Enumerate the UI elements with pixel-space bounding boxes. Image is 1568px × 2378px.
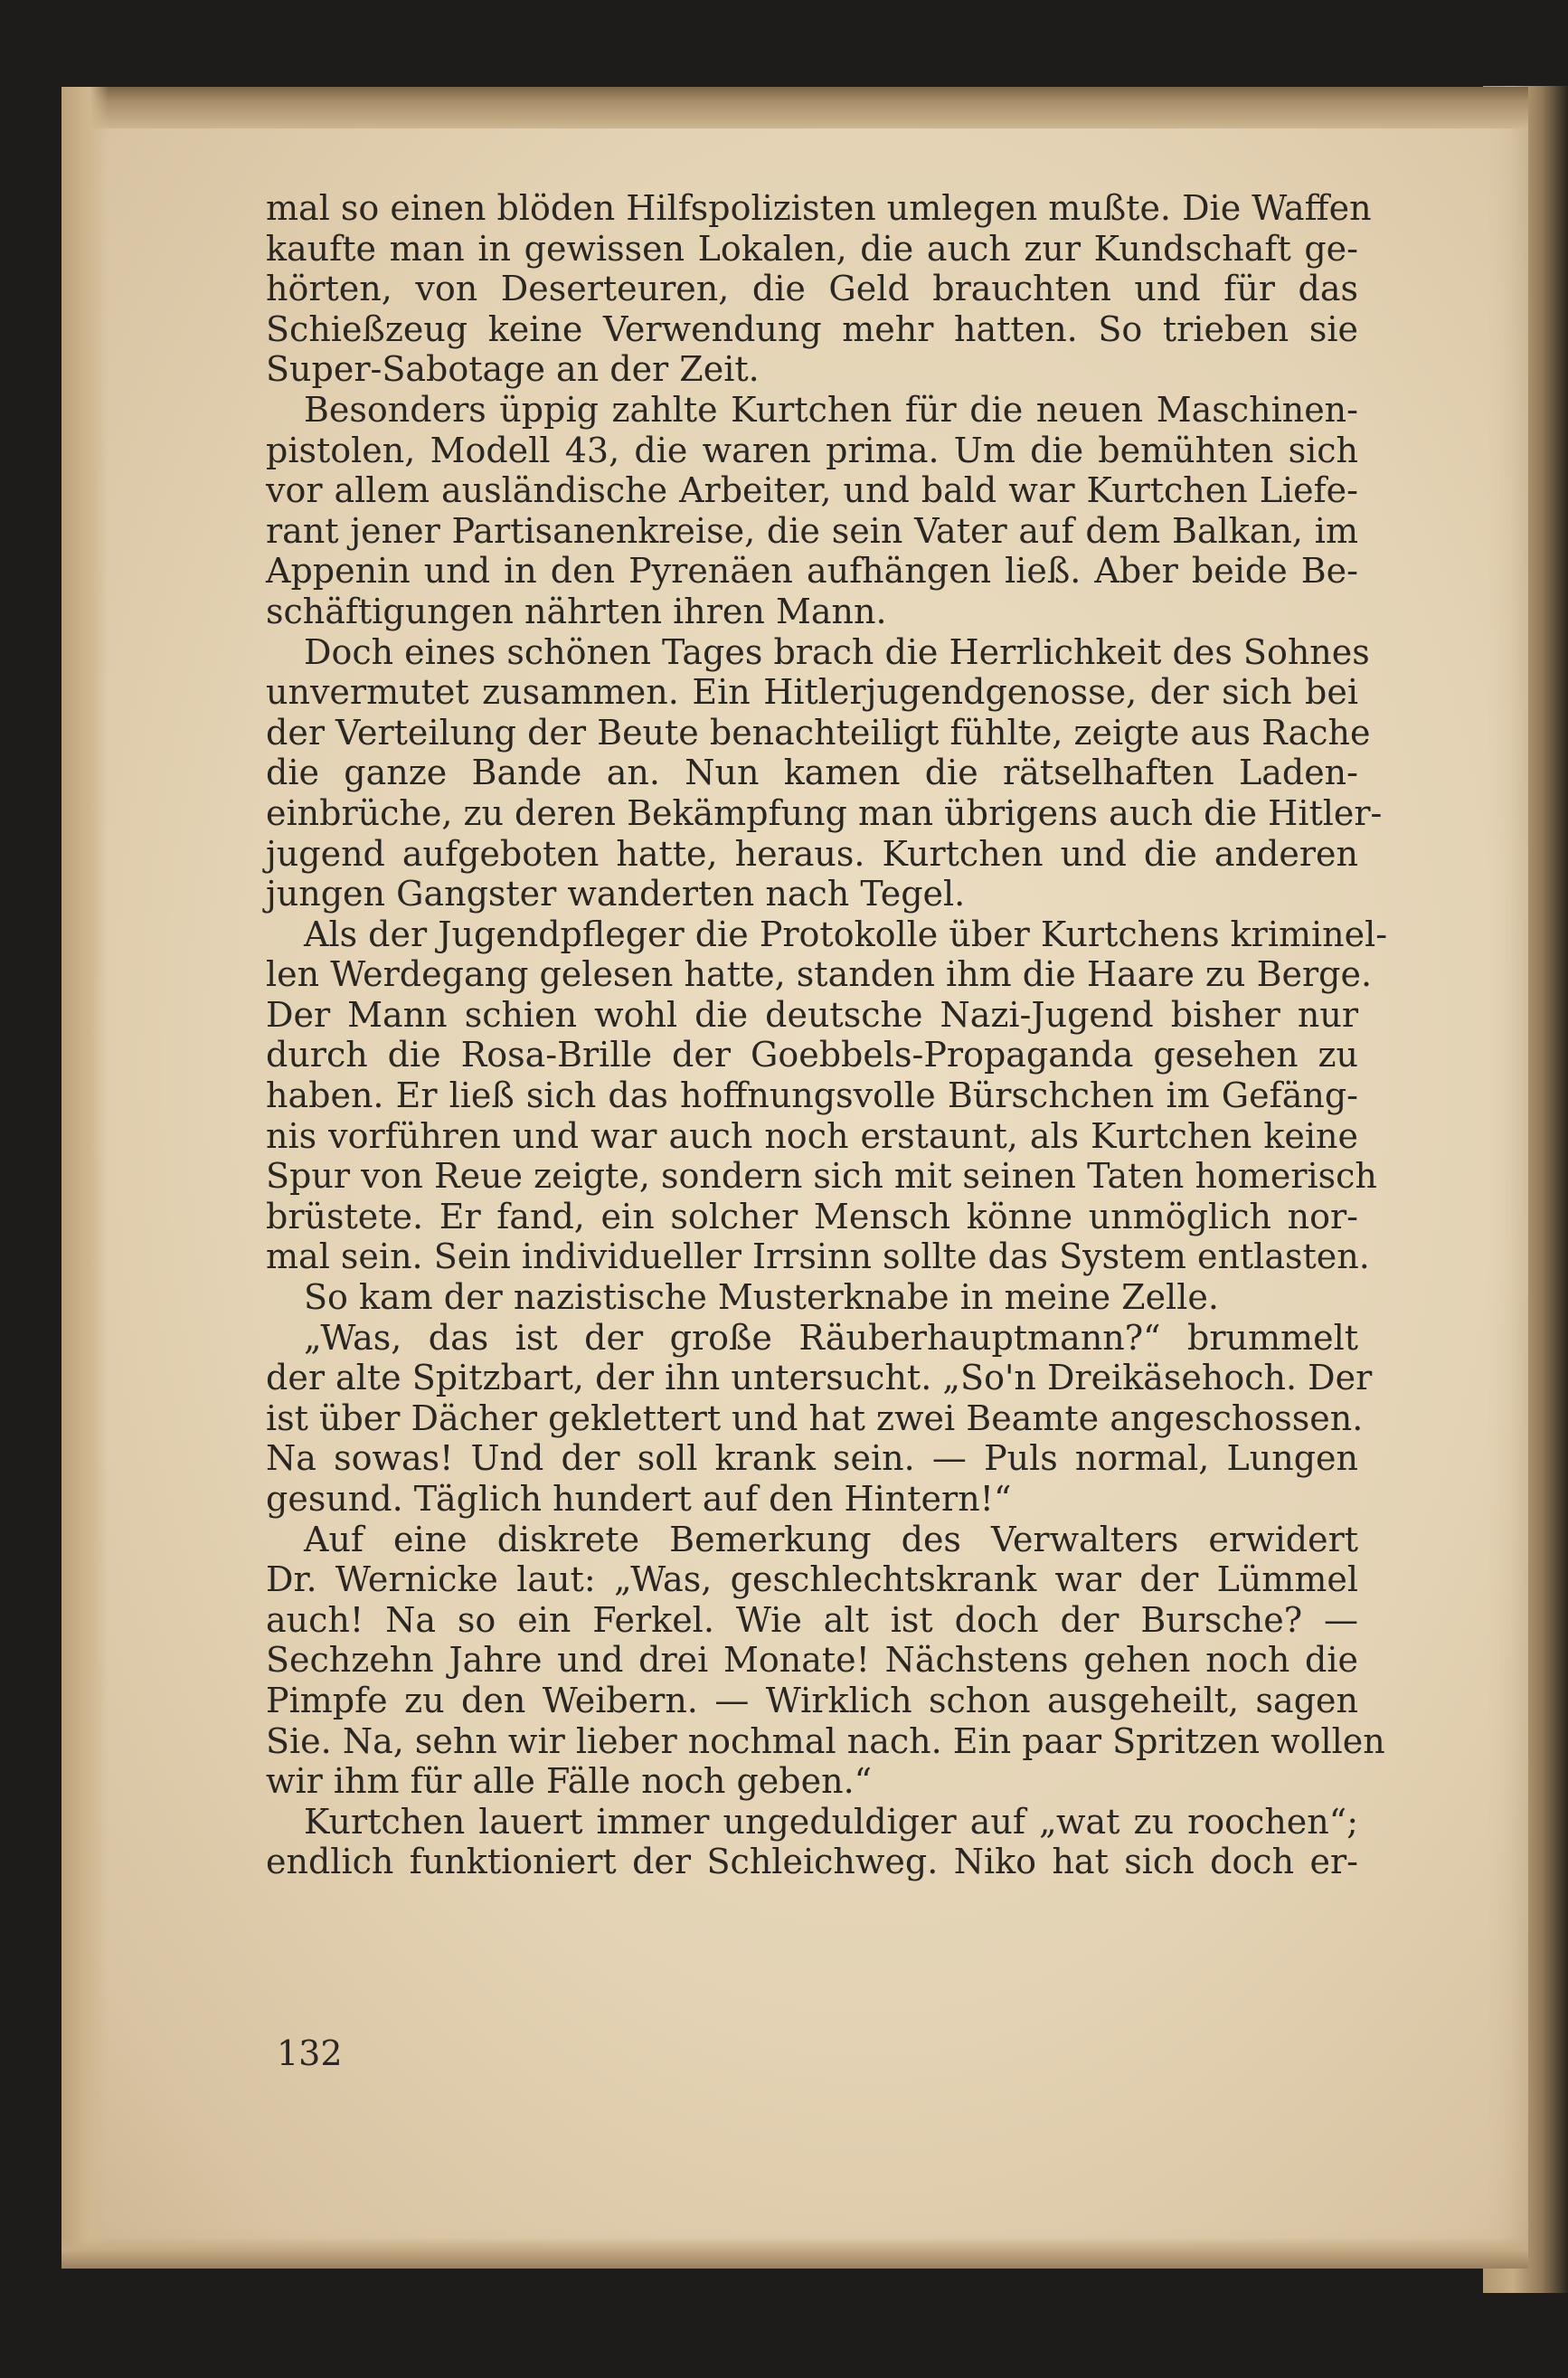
text-line: brüstete. Er fand, ein solcher Mensch könne unmöglich nor- [266, 1196, 1358, 1236]
text-line: Schießzeug keine Verwendung mehr hatten. So trieben sie [266, 308, 1358, 349]
text-line: Sechzehn Jahre und drei Monate! Nächstens gehen noch die [266, 1640, 1358, 1681]
page-number: 132 [277, 2033, 343, 2073]
text-line: „Was, das ist der große Räuberhauptmann?“ brummelt [304, 1317, 1358, 1358]
text-line: kaufte man in gewissen Lokalen, die auch zur Kundschaft ge- [266, 228, 1358, 269]
text-line: haben. Er ließ sich das hoffnungsvolle Bürschchen im Gefäng- [266, 1075, 1358, 1116]
text-line: Als der Jugendpfleger die Protokolle über Kurtchens kriminel- [304, 914, 1388, 954]
text-line: mal sein. Sein individueller Irrsinn sollte das System entlasten. [266, 1236, 1370, 1277]
text-line: die ganze Bande an. Nun kamen die rätselhaften Laden- [266, 753, 1358, 793]
page-bottom-edge [61, 2238, 1528, 2269]
text-line: einbrüche, zu deren Bekämpfung man übrigens auch die Hitler- [266, 792, 1383, 833]
text-line: Besonders üppig zahlte Kurtchen für die neuen Maschinen- [304, 389, 1358, 430]
text-line: gesund. Täglich hundert auf den Hintern!“ [266, 1479, 1012, 1519]
text-line: Appenin und in den Pyrenäen aufhängen ließ. Aber beide Be- [266, 551, 1358, 592]
text-line: unvermutet zusammen. Ein Hitlerjugendgenosse, der sich bei [266, 672, 1358, 713]
text-line: nis vorführen und war auch noch erstaunt, als Kurtchen keine [266, 1115, 1358, 1156]
text-line: So kam der nazistische Musterknabe in meine Zelle. [304, 1277, 1219, 1318]
text-line: Doch eines schönen Tages brach die Herrlichkeit des Sohnes [304, 631, 1370, 672]
text-line: jungen Gangster wanderten nach Tegel. [266, 874, 966, 914]
text-line: len Werdegang gelesen hatte, standen ihm die Haare zu Berge. [266, 954, 1373, 995]
text-line: Spur von Reue zeigte, sondern sich mit seinen Taten homerisch [266, 1156, 1377, 1197]
text-line: pistolen, Modell 43, die waren prima. Um die bemühten sich [266, 430, 1358, 470]
text-line: mal so einen blöden Hilfspolizisten umlegen mußte. Die Waffen [266, 188, 1372, 228]
text-line: der alte Spitzbart, der ihn untersucht. „So'n Dreikäsehoch. Der [266, 1358, 1373, 1398]
text-line: vor allem ausländische Arbeiter, und bald war Kurtchen Liefe- [266, 470, 1358, 511]
text-line: ist über Dächer geklettert und hat zwei Beamte angeschossen. [266, 1397, 1364, 1438]
text-line: Dr. Wernicke laut: „Was, geschlechtskrank war der Lümmel [266, 1559, 1358, 1600]
text-line: Sie. Na, sehn wir lieber nochmal nach. Ein paar Spritzen wollen [266, 1720, 1385, 1761]
body-text [266, 188, 1388, 1882]
text-line: durch die Rosa-Brille der Goebbels-Propaganda gesehen zu [266, 1035, 1358, 1075]
text-line: rant jener Partisanenkreise, die sein Vater auf dem Balkan, im [266, 510, 1358, 551]
text-line: Super-Sabotage an der Zeit. [266, 349, 760, 390]
page-left-edge [61, 87, 109, 2269]
text-line: wir ihm für alle Fälle noch geben.“ [266, 1761, 873, 1802]
text-line: Na sowas! Und der soll krank sein. — Puls normal, Lungen [266, 1438, 1358, 1479]
text-line: jugend aufgeboten hatte, heraus. Kurtchen und die anderen [266, 833, 1358, 874]
text-line: hörten, von Deserteuren, die Geld brauchten und für das [266, 269, 1358, 309]
text-line: Auf eine diskrete Bemerkung des Verwalters erwidert [304, 1519, 1358, 1559]
text-line: Der Mann schien wohl die deutsche Nazi-Jugend bisher nur [266, 994, 1358, 1035]
text-line: Kurtchen lauert immer ungeduldiger auf „wat zu roochen“; [304, 1801, 1358, 1842]
text-line: der Verteilung der Beute benachteiligt fühlte, zeigte aus Rache [266, 712, 1371, 753]
page-top-edge [61, 87, 1528, 128]
text-line: Pimpfe zu den Weibern. — Wirklich schon ausgeheilt, sagen [266, 1680, 1358, 1720]
text-line: auch! Na so ein Ferkel. Wie alt ist doch der Bursche? — [266, 1599, 1358, 1640]
text-line: schäftigungen nährten ihren Mann. [266, 591, 887, 631]
text-line: endlich funktioniert der Schleichweg. Niko hat sich doch er- [266, 1842, 1358, 1882]
